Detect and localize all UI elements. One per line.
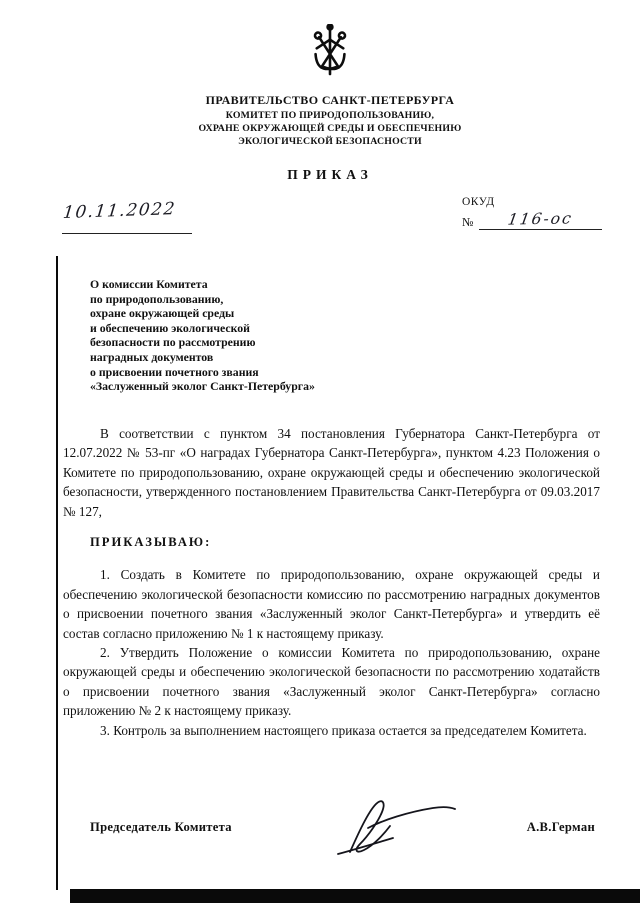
subject-line: наградных документов xyxy=(90,349,214,364)
subject-line: охране окружающей среды xyxy=(90,306,235,321)
signature-row xyxy=(63,816,600,866)
committee-line: ЭКОЛОГИЧЕСКОЙ БЕЗОПАСНОСТИ xyxy=(238,135,422,147)
coat-of-arms-icon xyxy=(298,24,362,80)
scan-artifact-bottom-bar xyxy=(70,889,640,903)
subject-line: и обеспечению экологической xyxy=(90,320,250,335)
signature-scribble xyxy=(298,794,458,859)
order-item-3: 3. Контроль за выполнением настоящего приказа остается за председателем Комитета. xyxy=(100,722,587,738)
okud-block xyxy=(462,196,602,230)
okud-label: ОКУД xyxy=(462,196,495,208)
number-underline xyxy=(479,210,602,230)
signatory-position: Председатель Комитета xyxy=(90,820,232,834)
order-item-2: 2. Утвердить Положение о комиссии Комитета по природопользованию, охране окружающей среды и обеспечению экологической безопасности по рассмотрению ходатайств о присвоении почетного звания «Заслуженный эколог Санкт-Петербурга» согласно приложению № 2 к настоящему приказу. xyxy=(63,645,600,719)
committee-title xyxy=(20,110,640,148)
committee-line: ОХРАНЕ ОКРУЖАЮЩЕЙ СРЕДЫ И ОБЕСПЕЧЕНИЮ xyxy=(198,122,462,134)
signatory-name: А.В.Герман xyxy=(526,820,595,834)
scan-artifact-left-line xyxy=(56,256,58,890)
subject-line: «Заслуженный эколог Санкт-Петербурга» xyxy=(90,379,315,394)
number-sign: № xyxy=(462,215,474,229)
subject-line: О комиссии Комитета xyxy=(90,277,208,291)
subject-line: по природопользованию, xyxy=(90,291,224,306)
document-body xyxy=(63,424,600,740)
order-word: ПРИКАЗЫВАЮ: xyxy=(90,535,212,550)
handwritten-date: 10.11.2022 xyxy=(62,199,177,223)
date-field xyxy=(62,199,192,234)
handwritten-number: 116-ос xyxy=(506,209,575,229)
document-type-title: ПРИКАЗ xyxy=(287,167,373,182)
subject-line: безопасности по рассмотрению xyxy=(90,335,256,350)
subject-line: о присвоении почетного звания xyxy=(90,364,259,379)
subject-block xyxy=(90,277,420,394)
committee-line: КОМИТЕТ ПО ПРИРОДОПОЛЬЗОВАНИЮ, xyxy=(225,110,435,121)
intro-paragraph: В соответствии с пунктом 34 постановления Губернатора Санкт-Петербурга от 12.07.2022 № 53-пг «О наградах Губернатора Санкт-Петербурга», пунктом 4.23 Положения о Комитете по природопользованию, охране окружающей среды и обеспечению экологической безопасности, утвержденного постановлением Правительства Санкт-Петербурга от 09.03.2017 № 127, xyxy=(63,426,600,519)
order-item-1: 1. Создать в Комитете по природопользованию, охране окружающей среды и обеспечению экологической безопасности комиссию по рассмотрению наградных документов о присвоении почетного звания «Заслуженный эколог Санкт-Петербурга» и утвердить её состав согласно приложению № 1 к настоящему приказу. xyxy=(63,567,600,641)
number-field xyxy=(462,210,602,230)
government-title: ПРАВИТЕЛЬСТВО САНКТ-ПЕТЕРБУРГА xyxy=(205,93,455,107)
